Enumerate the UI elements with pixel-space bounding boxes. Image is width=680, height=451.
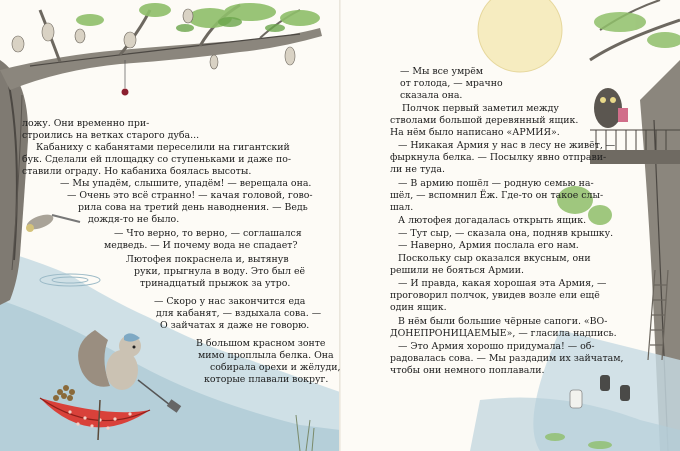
- text-line: Лютофея покраснела и, вытянув: [126, 254, 289, 265]
- text-line: собирала орехи и жёлуди,: [210, 362, 341, 373]
- text-line: Полчок первый заметил между: [402, 103, 559, 114]
- text-line: — В армию пошёл — родную семью на-: [398, 178, 594, 189]
- text-line: для кабанят, — вздыхала сова. —: [156, 308, 322, 319]
- text-line: чтобы они немного поплавали.: [390, 365, 545, 376]
- text-line: — Скоро у нас закончится еда: [154, 296, 306, 307]
- text-line: радовалась сова. — Мы раздадим их зайчатам,: [390, 353, 624, 364]
- text-line: шал.: [390, 202, 414, 213]
- text-line: — Что верно, то верно, — соглашался: [114, 228, 302, 239]
- text-line: — Никакая Армия у нас в лесу не живёт, —: [398, 140, 616, 151]
- text-line: В большом красном зонте: [196, 338, 326, 349]
- text-line: тринадцатый прыжок за утро.: [140, 278, 291, 289]
- text-line: А лютофея догадалась открыть ящик.: [398, 215, 587, 226]
- text-line: бук. Сделали ей площадку со ступеньками и даже по-: [22, 154, 292, 165]
- text-line: ложу. Они временно при-: [22, 118, 150, 129]
- text-line: шёл, — вспомнил Ёж. Где-то он такое слы-: [390, 190, 604, 201]
- text-line: ставили ограду. Но кабаниха боялась высоты.: [22, 166, 252, 177]
- text-line: В нём были большие чёрные сапоги. «ВО-: [398, 316, 608, 327]
- text-line: решили не бояться Армии.: [390, 265, 524, 276]
- text-line: мимо проплыла белка. Она: [198, 350, 334, 361]
- text-line: рила сова на третий день наводнения. — Ведь: [78, 202, 308, 213]
- text-line: строились на ветках старого дуба...: [22, 130, 200, 141]
- text-line: На нём было написано «АРМИЯ».: [390, 127, 560, 138]
- text-line: — Мы все умрём: [400, 66, 484, 77]
- text-line: фыркнула белка. — Посылку явно отправи-: [390, 152, 607, 163]
- text-line: — Мы упадём, слышите, упадём! — верещала она.: [60, 178, 312, 189]
- text-line: Поскольку сыр оказался вкусным, они: [398, 253, 591, 264]
- text-line: — И правда, какая хорошая эта Армия, —: [398, 278, 607, 289]
- text-line: стволами большой деревянный ящик.: [390, 115, 579, 126]
- text-line: один ящик.: [390, 302, 447, 313]
- text-line: — Очень это всё странно! — качая головой, гово-: [67, 190, 313, 201]
- text-line: от голода, — мрачно: [400, 78, 503, 89]
- text-line: которые плавали вокруг.: [204, 374, 329, 385]
- text-line: дождя-то не было.: [88, 214, 180, 225]
- text-line: О зайчатах я даже не говорю.: [160, 320, 310, 331]
- text-line: проговорил полчок, увидев возле ели ещё: [390, 290, 600, 301]
- text-line: ДОНЕПРОНИЦАЕМЫЕ», — гласила надпись.: [390, 328, 617, 339]
- text-line: медведь. — И почему вода не спадает?: [104, 240, 298, 251]
- right-page-text: [340, 0, 680, 451]
- text-line: — Наверно, Армия послала его нам.: [398, 240, 579, 251]
- text-line: сказала она.: [400, 90, 463, 101]
- text-line: — Тут сыр, — сказала она, подняв крышку.: [398, 228, 614, 239]
- text-line: — Это Армия хорошо придумала! — об-: [398, 341, 595, 352]
- text-line: Кабаниху с кабанятами переселили на гигантский: [36, 142, 290, 153]
- text-line: руки, прыгнула в воду. Это был её: [134, 266, 306, 277]
- text-line: ли не туда.: [390, 164, 446, 175]
